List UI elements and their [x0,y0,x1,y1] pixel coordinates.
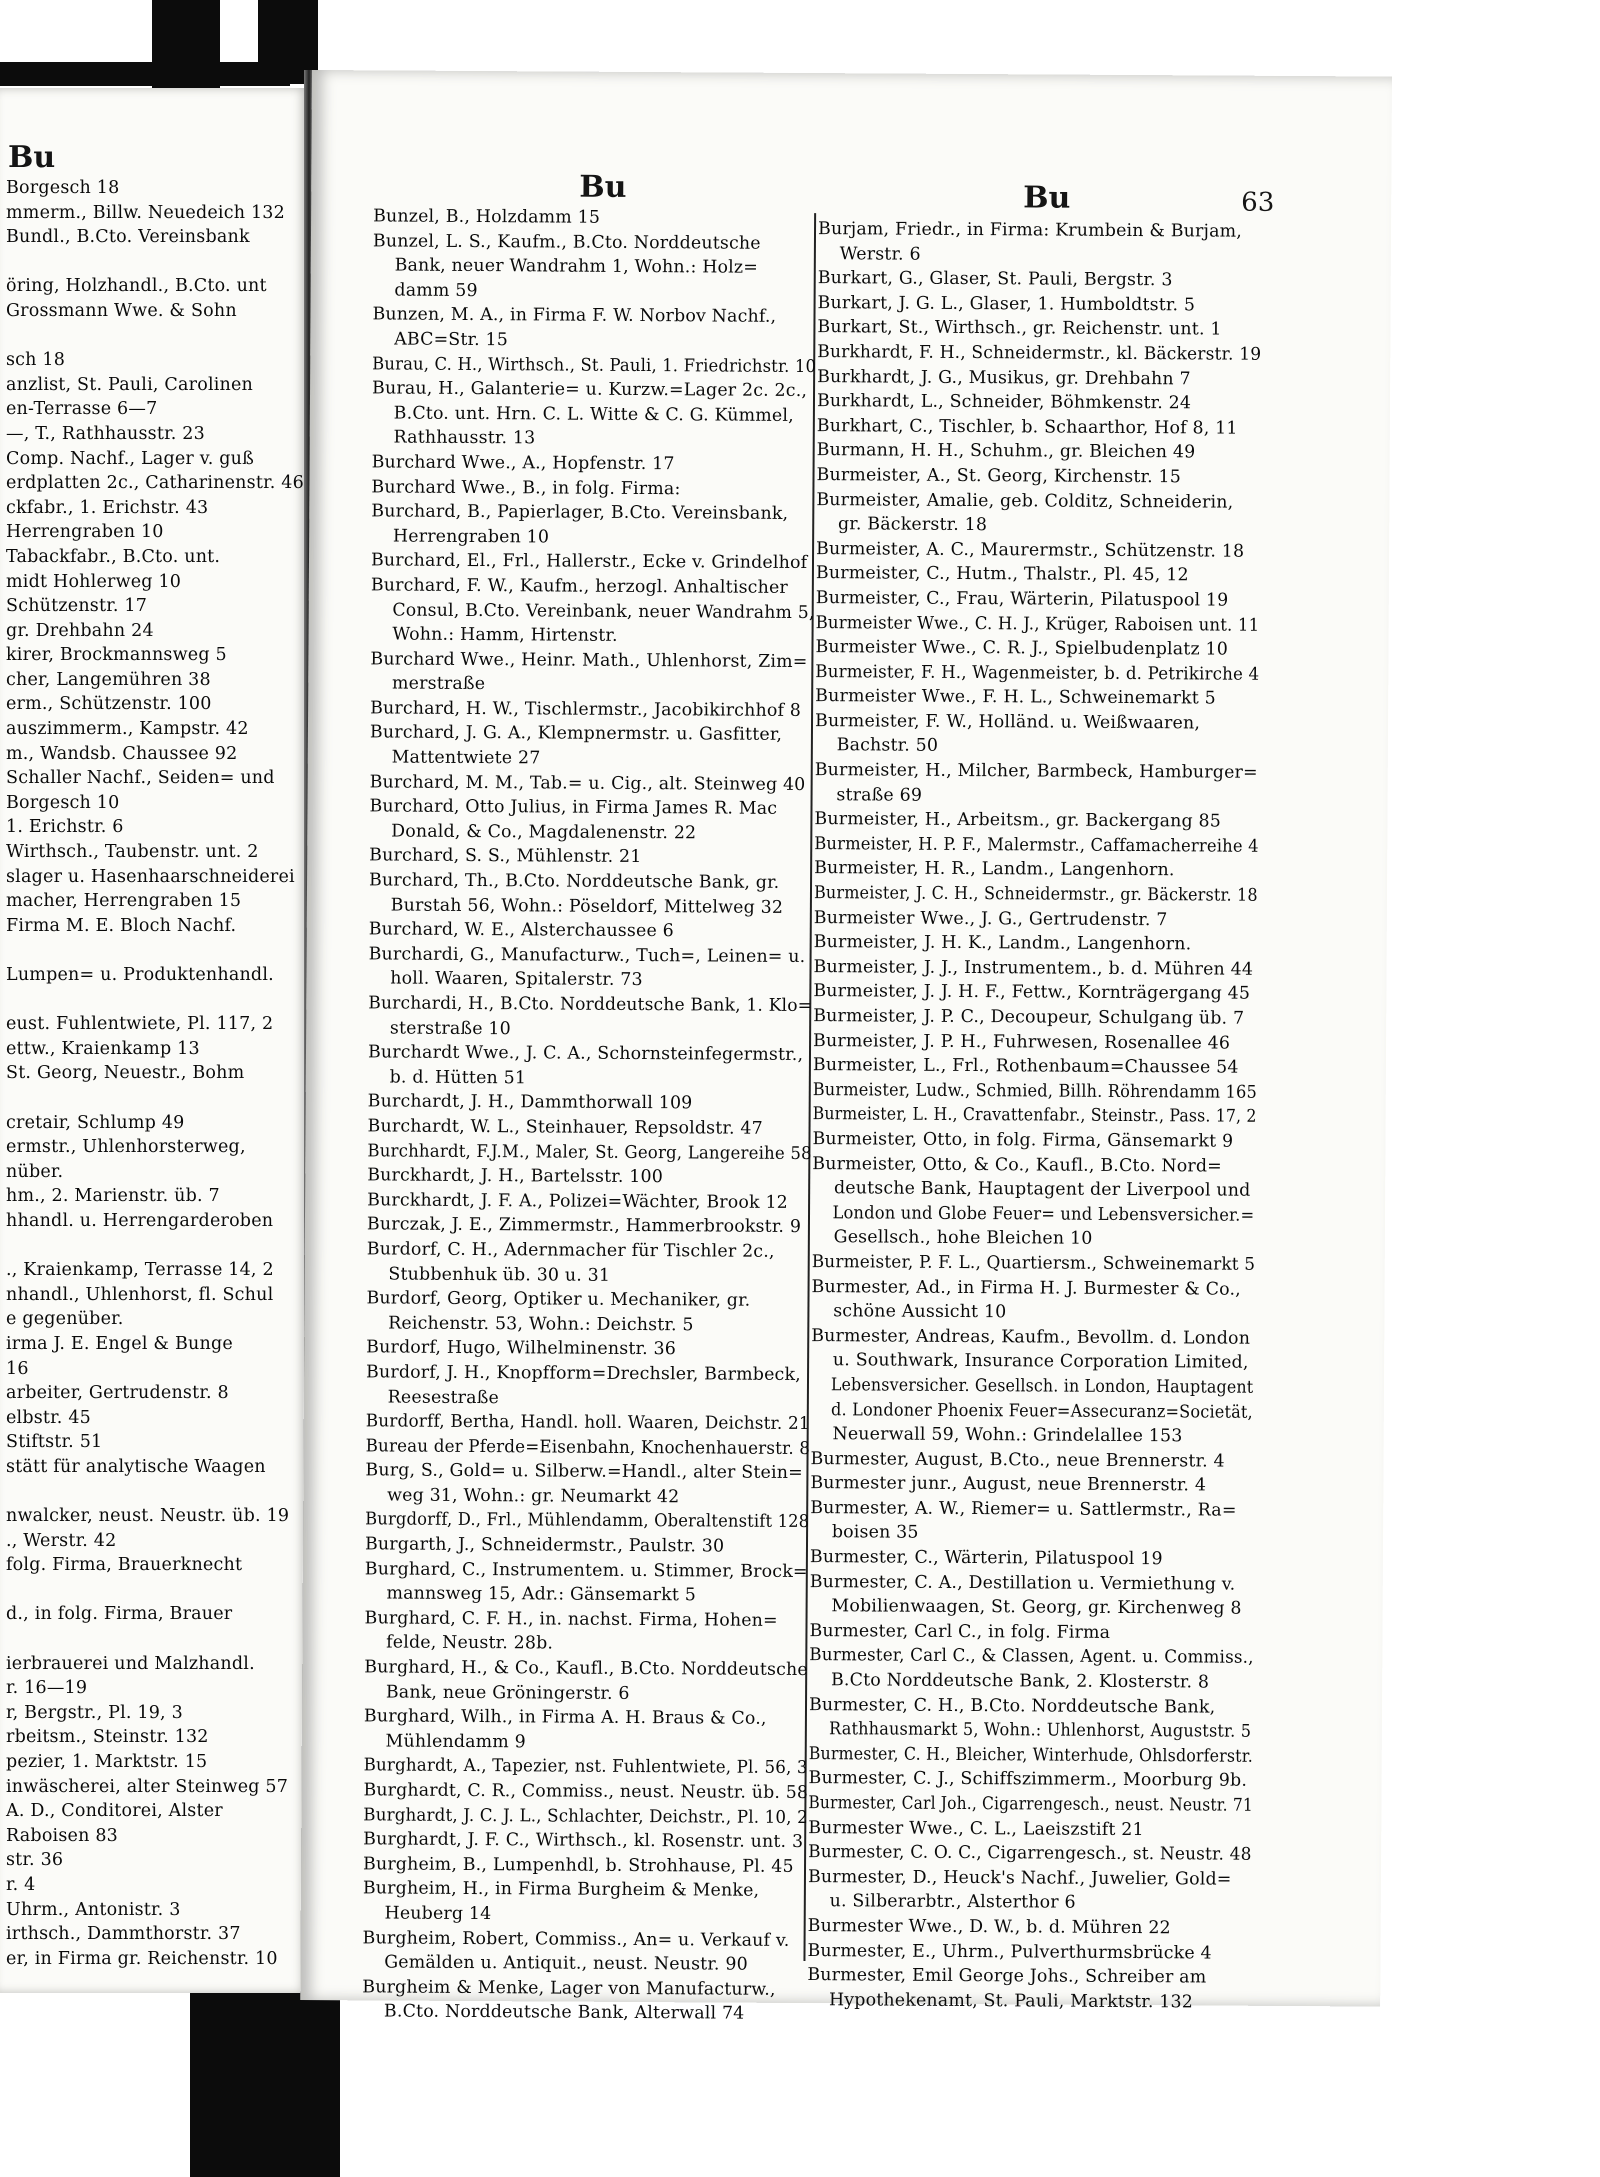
left-page-line [6,988,306,1013]
left-page-line [6,1479,306,1504]
directory-entry-line: Rathhausstr. 13 [393,427,536,449]
directory-entry-line: Burchard, J. G. A., Klempnermstr. u. Gasfitter, [369,722,783,746]
directory-entry-line: Burmeister, Ludw., Schmied, Billh. Röhrendamm 165 [812,1079,1257,1103]
directory-entry-line: Burmeister, J. H. K., Landm., Langenhorn. [813,932,1192,955]
directory-entry-line: Burmeister Wwe., C. R. J., Spielbudenplatz 10 [815,637,1229,660]
directory-entry-line: Mobilienwaagen, St. Georg, gr. Kirchenweg 8 [831,1596,1242,1619]
left-page-line [6,1578,306,1603]
directory-entry-line: Burmester, C. J., Schiffszimmerm., Moorburg 9b. [808,1768,1248,1792]
directory-entry-line: Burmeister, C., Frau, Wärterin, Pilatuspool 19 [815,587,1229,611]
left-page-line [6,938,306,963]
directory-entry-line: Burmester, D., Heuck's Nachf., Juwelier, Gold= [807,1866,1232,1890]
directory-entry-line: straße 69 [836,784,923,806]
directory-entry-line: Burkart, G., Glaser, St. Pauli, Bergstr. 3 [817,268,1173,291]
directory-entry-line: Werstr. 6 [839,243,921,265]
film-strip-top [152,0,220,88]
directory-entry-line: Burmester, Carl C., in folg. Firma [809,1620,1111,1643]
directory-entry-line: Burchard Wwe., B., in folg. Firma: [371,476,681,499]
left-page-line: anzlist, St. Pauli, Carolinen [6,374,254,395]
directory-entry-line: Burghard, Wilh., in Firma A. H. Braus & Co., [363,1706,767,1730]
film-edge-top-right [0,0,1600,62]
directory-entry-line: Burgdorff, D., Frl., Mühlendamm, Oberaltenstift 128 [365,1509,810,1533]
left-page-line: Borgesch 10 [6,792,120,813]
left-page-entries [6,176,306,1971]
directory-entry-line: Burchard, B., Papierlager, B.Cto. Vereinsbank, [371,501,789,525]
directory-column-2 [807,217,1266,2015]
directory-entry-line: Bureau der Pferde=Eisenbahn, Knochenhauerstr. 8 [365,1436,811,1459]
left-page-line: ckfabr., 1. Erichstr. 43 [6,497,209,518]
directory-entry-line: Burmeister, A., St. Georg, Kirchenstr. 15 [816,465,1182,488]
directory-entry-line: Burmeister, P. F. L., Quartiersm., Schweinemarkt 5 [811,1252,1256,1275]
directory-entry-line: Burmeister, J. C. H., Schneidermstr., gr. Bäckerstr. 18 [813,883,1258,906]
directory-entry-line: Burmester, Andreas, Kaufm., Bevollm. d. London [811,1325,1251,1349]
directory-entry-line: Burchardt, W. L., Steinhauer, Repsoldstr. 47 [367,1116,763,1139]
directory-entry-line: Burau, C. H., Wirthsch., St. Pauli, 1. Friedrichstr. 10 [372,353,817,377]
directory-entry-line: Burchard, M. M., Tab.= u. Cig., alt. Steinweg 40 [369,772,806,795]
left-page-line: Grossmann Wwe. & Sohn [6,300,237,321]
directory-entry-line: holl. Waaren, Spitalerstr. 73 [390,968,643,991]
directory-entry-line: Burmeister, J. P. H., Fuhrwesen, Rosenallee 46 [813,1030,1231,1054]
left-page-line: stätt für analytische Waagen [6,1456,266,1477]
directory-entry-line: Burmeister Wwe., C. H. J., Krüger, Raboisen unt. 11 [815,612,1260,636]
left-page-line: hhandl. u. Herrengarderoben [6,1210,274,1231]
left-page-line: folg. Firma, Brauerknecht [6,1555,243,1576]
directory-entry-line: ABC=Str. 15 [394,329,509,351]
left-page-line: en-Terrasse 6—7 [6,399,158,420]
directory-entry-line: Burghard, C. F. H., in. nachst. Firma, Hohen= [364,1608,778,1631]
directory-entry-line: Donald, & Co., Magdalenenstr. 22 [391,821,697,844]
directory-entry-line: Burmeister, F. W., Holländ. u. Weißwaaren, [814,710,1201,734]
directory-entry-line: Gemälden u. Antiquit., neust. Neustr. 90 [384,1952,748,1975]
left-page-line: rbeitsm., Steinstr. 132 [6,1727,209,1748]
directory-entry-line: Burdorf, Georg, Optiker u. Mechaniker, gr. [366,1288,751,1311]
directory-entry-line: Burmeister, Amalie, geb. Colditz, Schneiderin, [816,489,1234,513]
left-page-line: r. 4 [6,1874,36,1895]
directory-entry-line: Burdorf, Hugo, Wilhelminenstr. 36 [366,1337,677,1360]
directory-entry-line: Burghardt, J. F. C., Wirthsch., kl. Rosenstr. unt. 3 [363,1829,804,1853]
right-page [300,70,1392,2025]
left-page-line: —, T., Rathhausstr. 23 [6,423,205,444]
directory-entry-line: Burckhardt, J. H., Bartelsstr. 100 [367,1165,664,1188]
directory-entry-line: Burmann, H. H., Schuhm., gr. Bleichen 49 [816,440,1196,463]
left-page-line: 16 [6,1358,29,1379]
directory-entry-line: Bachstr. 50 [836,735,939,757]
left-page-line: Schaller Nachf., Seiden= und [6,768,275,789]
directory-entry-line: Burmester, C., Wärterin, Pilatuspool 19 [809,1547,1163,1570]
directory-entry-line: b. d. Hütten 51 [389,1067,527,1089]
directory-entry-line: Burmeister Wwe., J. G., Gertrudenstr. 7 [813,907,1168,930]
directory-entry-line: Burgheim, H., in Firma Burgheim & Menke, [362,1878,760,1902]
directory-entry-line: Burmester, C. O. C., Cigarrengesch., st. Neustr. 48 [808,1842,1252,1865]
directory-entry-line: Burau, H., Galanterie= u. Kurzw.=Lager 2c. 2c., [371,378,808,402]
directory-entry-line: Burkart, St., Wirthsch., gr. Reichenstr. unt. 1 [817,317,1222,340]
directory-entry-line: B.Cto Norddeutsche Bank, 2. Klosterstr. 8 [830,1670,1210,1693]
left-page-line: St. Georg, Neuestr., Bohm [6,1063,245,1084]
directory-entry-line: Burmeister, A. C., Maurermstr., Schützenstr. 18 [816,538,1245,562]
directory-entry-line: Burmeister, H., Milcher, Barmbeck, Hamburger= [814,760,1258,783]
directory-entry-line: Burmeister, J. J., Instrumentem., b. d. Mühren 44 [813,956,1254,980]
left-page-line: ermstr., Uhlenhorsterweg, [6,1137,246,1158]
directory-entry-line: mannsweg 15, Adr.: Gänsemarkt 5 [386,1583,697,1606]
directory-entry-line: Burchard, El., Frl., Hallerstr., Ecke v. Grindelhof [370,550,808,574]
directory-entry-line: Consul, B.Cto. Vereinbank, neuer Wandrahm 5, [392,600,815,623]
directory-entry-line: Burczak, J. E., Zimmermstr., Hammerbrookstr. 9 [366,1214,802,1238]
directory-entry-line: Burmeister, C., Hutm., Thalstr., Pl. 45, 12 [815,563,1189,586]
directory-entry-line: Burckhardt, J. F. A., Polizei=Wächter, Brook 12 [367,1190,789,1213]
directory-entry-line: Reichenstr. 53, Wohn.: Deichstr. 5 [388,1313,694,1336]
left-page-line: Comp. Nachf., Lager v. guß [6,448,255,469]
left-page-line: d., in folg. Firma, Brauer [6,1604,233,1625]
left-page-line [6,324,306,349]
left-page-line: r, Bergstr., Pl. 19, 3 [6,1702,183,1723]
directory-entry-line: B.Cto. unt. Hrn. C. L. Witte & C. G. Kümmel, [393,403,794,426]
left-page-line: kirer, Brockmannsweg 5 [6,645,227,666]
left-page-line: A. D., Conditorei, Alster [6,1801,223,1822]
directory-entry-line: Burchhardt, F.J.M., Maler, St. Georg, Langereihe 58 [367,1140,812,1164]
left-page-line: ierbrauerei und Malzhandl. [6,1653,255,1674]
directory-entry-line: Burkhardt, J. G., Musikus, gr. Drehbahn 7 [817,366,1191,389]
directory-entry-line: Burmester, C. H., B.Cto. Norddeutsche Bank, [808,1694,1216,1718]
left-page-line: er, in Firma gr. Reichenstr. 10 [6,1948,278,1969]
directory-entry-line: Burmester Wwe., C. L., Laeiszstift 21 [808,1817,1144,1840]
directory-entry-line: Burmester, Emil George Johs., Schreiber am [807,1965,1207,1988]
left-page-line: macher, Herrengraben 15 [6,891,242,912]
directory-entry-line: Burmeister, L. H., Cravattenfabr., Steinstr., Pass. 17, 2 [812,1104,1257,1128]
directory-entry-line: Burgheim, B., Lumpenhdl, b. Strohhause, Pl. 45 [362,1854,794,1877]
left-page-line: arbeiter, Gertrudenstr. 8 [6,1383,229,1404]
left-page-line: erm., Schützenstr. 100 [6,694,212,715]
left-page-line: midt Hohlerweg 10 [6,571,182,592]
directory-entry-line: Herrengraben 10 [392,526,550,548]
directory-entry-line: Bank, neue Gröningerstr. 6 [385,1682,630,1704]
left-page-line: Stiftstr. 51 [6,1432,103,1453]
left-page-line: sch 18 [6,350,66,371]
directory-entry-line: Burmeister, H., Arbeitsm., gr. Backergang 85 [814,809,1222,832]
page-number: 63 [1241,187,1275,218]
directory-entry-line: gr. Bäckerstr. 18 [837,514,988,536]
directory-entry-line: felde, Neustr. 28b. [386,1632,554,1654]
directory-entry-line: merstraße [391,673,486,695]
left-page-header: Bu [8,140,56,175]
left-page-line: Bundl., B.Cto. Vereinsbank [6,227,250,248]
left-page-line: m., Wandsb. Chaussee 92 [6,743,238,764]
left-page-line: ., Kraienkamp, Terrasse 14, 2 [6,1260,274,1281]
directory-entry-line: weg 31, Wohn.: gr. Neumarkt 42 [387,1485,680,1508]
directory-entry-line: Burmester, A. W., Riemer= u. Sattlermstr., Ra= [810,1497,1237,1521]
directory-entry-line: Burmeister, H. P. F., Malermstr., Caffamacherreihe 4 [814,833,1259,857]
left-page-line: gr. Drehbahn 24 [6,620,154,641]
directory-entry-line: Burmester, Carl Joh., Cigarrengesch., neust. Neustr. 71 [808,1793,1253,1816]
directory-entry-line: Burgheim & Menke, Lager von Manufacturw., [362,1977,776,2000]
directory-entry-line: Heuberg 14 [384,1903,492,1925]
directory-entry-line: Burmeister, Otto, in folg. Firma, Gänsemarkt 9 [812,1129,1234,1152]
directory-entry-line: Burchard Wwe., A., Hopfenstr. 17 [371,452,675,475]
directory-entry-line: Burghardt, J. C. J. L., Schlachter, Deichstr., Pl. 10, 2 [363,1804,808,1828]
directory-entry-line: Mühlendamm 9 [385,1731,526,1753]
directory-entry-line: Burmeister, F. H., Wagenmeister, b. d. Petrikirche 4 [815,661,1260,685]
left-page-line: Schützenstr. 17 [6,596,148,617]
left-page-line: hm., 2. Marienstr. üb. 7 [6,1186,220,1207]
left-page-line [6,1627,306,1652]
left-page-line: cretair, Schlump 49 [6,1112,185,1133]
left-page-line: slager u. Hasenhaarschneiderei [6,866,295,887]
directory-entry-line: Burmester, Ad., in Firma H. J. Burmester & Co., [811,1276,1241,1300]
left-page [0,88,308,1993]
directory-entry-line: Burgarth, J., Schneidermstr., Paulstr. 30 [364,1534,725,1557]
directory-entry-line: Burmester, August, B.Cto., neue Brennerstr. 4 [810,1448,1225,1472]
directory-column-1 [362,204,821,2027]
left-page-line: elbstr. 45 [6,1407,92,1428]
left-page-line: nhandl., Uhlenhorst, fl. Schul [6,1284,274,1305]
left-page-line: Wirthsch., Taubenstr. unt. 2 [6,842,259,863]
directory-entry-line: Neuerwall 59, Wohn.: Grindelallee 153 [832,1424,1183,1447]
directory-entry-line: u. Silberarbtr., Alsterthor 6 [829,1891,1076,1914]
directory-entry-line: Burmeister, J. J. H. F., Fettw., Kornträgergang 45 [813,981,1251,1005]
left-page-line: r. 16—19 [6,1678,88,1699]
directory-entry-line: Burchardi, H., B.Cto. Norddeutsche Bank, 1. Klo= [368,993,813,1017]
left-page-line: 1. Erichstr. 6 [6,817,124,838]
directory-entry-line: Wohn.: Hamm, Hirtenstr. [392,624,618,646]
left-page-line: mmerm., Billw. Neuedeich 132 [6,202,285,223]
left-page-line: auszimmerm., Kampstr. 42 [6,719,249,740]
directory-entry-line: Burmeister, J. P. C., Decoupeur, Schulgang üb. 7 [813,1006,1245,1029]
directory-entry-line: Burchard, W. E., Alsterchaussee 6 [368,919,674,942]
directory-entry-line: Burmeister Wwe., F. H. L., Schweinemarkt 5 [815,686,1216,709]
directory-entry-line: Burchard, F. W., Kaufm., herzogl. Anhaltischer [370,575,789,598]
directory-entry-line: Bunzel, B., Holzdamm 15 [373,206,601,228]
directory-entry-line: schöne Aussicht 10 [833,1301,1007,1323]
left-page-line: Firma M. E. Bloch Nachf. [6,915,237,936]
directory-entry-line: Bank, neuer Wandrahm 1, Wohn.: Holz= [394,255,759,278]
directory-entry-line: Burg, S., Gold= u. Silberw.=Handl., alter Stein= [365,1460,803,1484]
directory-entry-line: Burjam, Friedr., in Firma: Krumbein & Burjam, [817,219,1243,242]
directory-entry-line: Lebensversicher. Gesellsch. in London, Hauptagent [830,1375,1254,1398]
directory-entry-line: Burghardt, A., Tapezier, nst. Fuhlentwiete, Pl. 56, 3 [363,1755,808,1779]
directory-entry-line: Hypothekenamt, St. Pauli, Marktstr. 132 [828,1989,1194,2013]
left-page-line: cher, Langemühren 38 [6,669,211,690]
directory-entry-line: Rathhausmarkt 5, Wohn.: Uhlenhorst, Auguststr. 5 [829,1719,1252,1742]
directory-entry-line: Mattentwiete 27 [391,747,541,769]
directory-entry-line: Burghard, H., & Co., Kaufl., B.Cto. Norddeutsche [364,1657,808,1681]
directory-entry-line: deutsche Bank, Hauptagent der Liverpool und [833,1178,1251,1201]
directory-entry-line: Burmeister, H. R., Landm., Langenhorn. [814,858,1175,881]
left-page-line: e gegenüber. [6,1309,124,1330]
directory-entry-line: Burghard, C., Instrumentem. u. Stimmer, Brock= [364,1559,808,1582]
directory-entry-line: d. Londoner Phoenix Feuer=Assecuranz=Societät, [830,1399,1253,1423]
left-page-line: ., Werstr. 42 [6,1530,117,1551]
left-page-line: Lumpen= u. Produktenhandl. [6,965,274,985]
directory-entry-line: Burmester, C. A., Destillation u. Vermiethung v. [809,1571,1236,1595]
film-strip-bottom [190,1990,340,2177]
directory-entry-line: Burkhart, C., Tischler, b. Schaarthor, Hof 8, 11 [816,415,1238,439]
left-page-line: Raboisen 83 [6,1825,118,1846]
directory-entry-line: Burmester junr., August, neue Brennerstr. 4 [810,1473,1207,1496]
directory-entry-line: Burkhardt, F. H., Schneidermstr., kl. Bäckerstr. 19 [817,342,1262,365]
directory-entry-line: London und Globe Feuer= und Lebensversicher.= [832,1202,1255,1226]
directory-entry-line: Burmeister, Otto, & Co., Kaufl., B.Cto. Nord= [812,1153,1222,1177]
left-page-line: nüber. [6,1161,64,1182]
left-page-line: Herrengraben 10 [6,522,164,543]
left-page-line: str. 36 [6,1850,64,1871]
directory-entry-line: Burchardt, J. H., Dammthorwall 109 [367,1091,693,1114]
left-page-line: erdplatten 2c., Catharinenstr. 46 [6,473,304,494]
directory-entry-line: Burchard, S. S., Mühlenstr. 21 [369,845,642,868]
left-page-line [6,1086,306,1111]
directory-entry-line: Bunzen, M. A., in Firma F. W. Norbov Nachf., [372,304,777,328]
directory-entry-line: Burchard, H. W., Tischlermstr., Jacobikirchhof 8 [370,698,802,721]
left-page-line: eust. Fuhlentwiete, Pl. 117, 2 [6,1014,274,1035]
left-page-line [6,1234,306,1259]
directory-entry-line: Burghardt, C. R., Commiss., neust. Neustr. üb. 58 [363,1780,809,1804]
directory-entry-line: Burstah 56, Wohn.: Pöseldorf, Mittelweg 32 [390,895,784,918]
directory-entry-line: Burdorff, Bertha, Handl. holl. Waaren, Deichstr. 21 [365,1411,810,1435]
left-page-line: irma J. E. Engel & Bunge [6,1333,233,1354]
left-page-line: öring, Holzhandl., B.Cto. unt [6,276,267,297]
directory-entry-line: Burmeister, L., Frl., Rothenbaum=Chaussee 54 [812,1055,1239,1078]
directory-entry-line: Burmester, E., Uhrm., Pulverthurmsbrücke 4 [807,1940,1212,1964]
directory-entry-line: Burchard, Th., B.Cto. Norddeutsche Bank, gr. [368,870,780,893]
directory-entry-line: Burchardi, G., Manufacturw., Tuch=, Leinen= u. [368,944,806,967]
directory-entry-line: Burchard, Otto Julius, in Firma James R. Mac [369,796,778,820]
right-page-header-left: Bu [579,169,627,205]
directory-entry-line: Reesestraße [387,1386,500,1408]
left-page-line: ettw., Kraienkamp 13 [6,1038,200,1059]
left-page-line: inwäscherei, alter Steinweg 57 [6,1776,289,1797]
directory-entry-line: Burkart, J. G. L., Glaser, 1. Humboldtstr. 5 [817,292,1196,316]
left-page-line: Tabackfabr., B.Cto. unt. [6,546,221,567]
left-page-line: Uhrm., Antonistr. 3 [6,1899,181,1920]
left-page-line [6,250,306,275]
directory-entry-line: Stubbenhuk üb. 30 u. 31 [388,1264,611,1286]
directory-entry-line: Burdorf, J. H., Knopfform=Drechsler, Barmbeck, [365,1362,801,1385]
directory-entry-line: Burmester, C. H., Bleicher, Winterhude, Ohlsdorferstr. [808,1743,1253,1767]
left-page-line: pezier, 1. Marktstr. 15 [6,1752,208,1772]
directory-entry-line: Bunzel, L. S., Kaufm., B.Cto. Norddeutsche [372,230,761,254]
directory-entry-line: Burdorf, C. H., Adernmacher für Tischler 2c., [366,1239,775,1262]
left-page-line: irthsch., Dammthorstr. 37 [6,1924,241,1945]
directory-entry-line: Burchardt Wwe., J. C. A., Schornsteinfegermstr., [367,1042,804,1066]
directory-entry-line: u. Southwark, Insurance Corporation Limited, [832,1350,1249,1374]
left-page-line: Borgesch 18 [6,178,120,198]
directory-entry-line: boisen 35 [831,1522,919,1544]
directory-entry-line: Burkhardt, L., Schneider, Böhmkenstr. 24 [816,391,1192,414]
directory-entry-line: Burchard Wwe., Heinr. Math., Uhlenhorst, Zim= [370,649,808,672]
right-page-header-right: Bu [1023,180,1071,216]
directory-entry-line: Gesellsch., hohe Bleichen 10 [833,1227,1093,1250]
directory-entry-line: damm 59 [394,280,478,301]
directory-entry-line: Burmester, Carl C., & Classen, Agent. u. Commiss., [809,1645,1254,1669]
directory-entry-line: B.Cto. Norddeutsche Bank, Alterwall 74 [383,2001,745,2025]
left-page-line: nwalcker, neust. Neustr. üb. 19 [6,1506,290,1527]
directory-entry-line: Burmester Wwe., D. W., b. d. Mühren 22 [807,1916,1171,1939]
directory-entry-line: sterstraße 10 [389,1018,511,1039]
directory-entry-line: Burgheim, Robert, Commiss., An= u. Verkauf v. [362,1927,790,1951]
